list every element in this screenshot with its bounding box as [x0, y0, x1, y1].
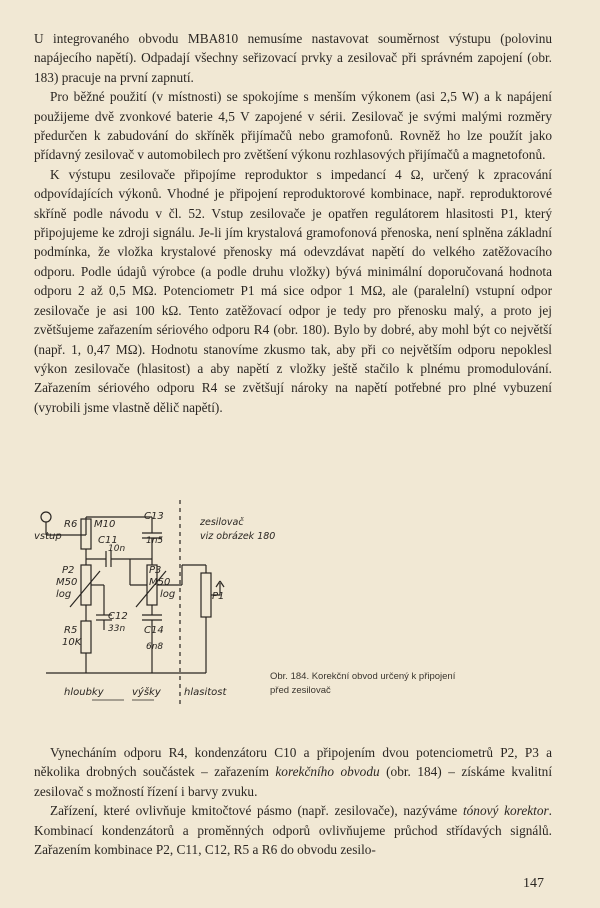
paragraph: K výstupu zesilovače připojíme reproduktor s impedancí 4 Ω, určený k zpracování odpovídajících výkonů. Vhodné je připojení reproduktorové kombinace, např. reproduktorové skříně podle návodu v čl. 52. Vstup zesilovače je opatřen regulátorem hlasitosti P1, který připojujeme ke zdroji signálu. Je-li jím krystalová gramofonová přenoska, není splněna základní podmínka, že vložka krystalové přenosky má odevzdávat napětí do velkého zatěžovacího odporu. Podle údajů výrobce (a podle druhu vložky) bývá minimální doporučovaná hodnota odporu 2 až 0,5 MΩ. Potenciometr P1 má sice odpor 1 MΩ, ale (paralelní) vstupní odpor zesilovače je asi 100 kΩ. Tento zatěžovací odpor je tedy pro přenosku malý, a proto jej zvětšujeme zařazením sériového odporu R4 (obr. 180). Bylo by dobré, aby mohl být co největší (např. 1, 0,47 MΩ). Hodnotu stanovíme zkusmo tak, aby při co největším odporu nepoklesl výkon zesilovače (hlasitost) a aby napětí z vložky ještě stačilo k plnému promodulování. Zařazením sériového odporu R4 se zvětšují nároky na napětí potřebné pro plné vybuzení (vyrobili jsme vlastně dělič napětí).: [34, 166, 552, 415]
label-p3: P3: [149, 565, 162, 576]
circuit-figure: [34, 495, 554, 720]
label-hloubky: hloubky: [64, 687, 104, 698]
label-c11: C11: [98, 535, 118, 546]
figure-caption: [270, 670, 510, 698]
label-p3-value: M50: [149, 577, 171, 588]
label-p1: P1: [212, 591, 225, 602]
label-c12-value: 33n: [108, 624, 126, 634]
text-run: Zařízení, které ovlivňuje kmitočtové pásmo (např. zesilovače), nazýváme: [50, 803, 463, 819]
body-text-bottom: [34, 743, 552, 859]
potentiometer-p1: [201, 573, 211, 617]
label-hlasitost: hlasitost: [184, 687, 227, 698]
label-c14-value: 6n8: [146, 642, 164, 652]
label-m10: M10: [94, 519, 116, 530]
text-run: . Kombinací kondenzátorů a proměnných odporů ovlivňujeme průchod střídavých signálů. Zařazením kombinace P2, C11, C12, R5 a R6 do obvodu zesilo-: [34, 803, 552, 858]
page-number: 147: [523, 876, 544, 891]
potentiometer-p2: [81, 565, 91, 605]
caption-line: před zesilovač: [270, 685, 331, 696]
label-p3-log: log: [160, 589, 176, 600]
label-p2-log: log: [56, 589, 72, 600]
paragraph: Pro běžné použití (v místnosti) se spokojíme s menším výkonem (asi 2,5 W) a k napájení použijeme dvě zvonkové baterie 4,5 V zapojené v sérii. Zesilovač je svými malými rozměry předurčen k zabudování do skříněk přijímačů nebo gramofonů. Rovněž ho lze použít jako přídavný zesilovač v automobilech pro zvětšení výkonu rozhlasových přijímačů a magnetofonů.: [34, 89, 552, 163]
label-c13: C13: [144, 511, 164, 522]
label-vstup: vstup: [34, 531, 62, 542]
caption-line: Obr. 184. Korekční obvod určený k připojení: [270, 671, 456, 682]
label-vysky: výšky: [132, 687, 161, 698]
label-c11-value: 10n: [108, 544, 126, 554]
label-viz-obrazek: viz obrázek 180: [200, 531, 276, 542]
paragraph: U integrovaného obvodu MBA810 nemusíme nastavovat souměrnost výstupu (polovinu napájecího napětí). Odpadají všechny seřizovací prvky a zesilovač při správném zapojení (obr. 183) pracuje na první zapnutí.: [34, 31, 552, 85]
emphasis: tónový korektor: [462, 803, 549, 819]
label-zesilovac: zesilovač: [200, 517, 244, 528]
label-p2: P2: [62, 565, 75, 576]
text-run: (obr. 184) – získáme kvalitní zesilovač s možností řízení i barvy zvuku.: [34, 764, 553, 799]
paragraph: [34, 801, 552, 859]
emphasis: korekčního obvodu: [275, 764, 380, 780]
label-r6: R6: [64, 519, 78, 530]
label-c13-value: 1n5: [146, 536, 164, 546]
resistor-r5: [81, 621, 91, 653]
label-r5: R5: [64, 625, 78, 636]
label-c12: C12: [108, 611, 128, 622]
input-terminal: [41, 512, 51, 522]
body-text-top: [34, 29, 552, 417]
label-r5-value: 10K: [62, 637, 82, 648]
paragraph: [34, 743, 552, 801]
label-p2-value: M50: [56, 577, 78, 588]
label-c14: C14: [144, 625, 164, 636]
text-run: Vynecháním odporu R4, kondenzátoru C10 a připojením dvou potenciometrů P2, P3 a několika drobných součástek – zařazením: [34, 745, 552, 780]
